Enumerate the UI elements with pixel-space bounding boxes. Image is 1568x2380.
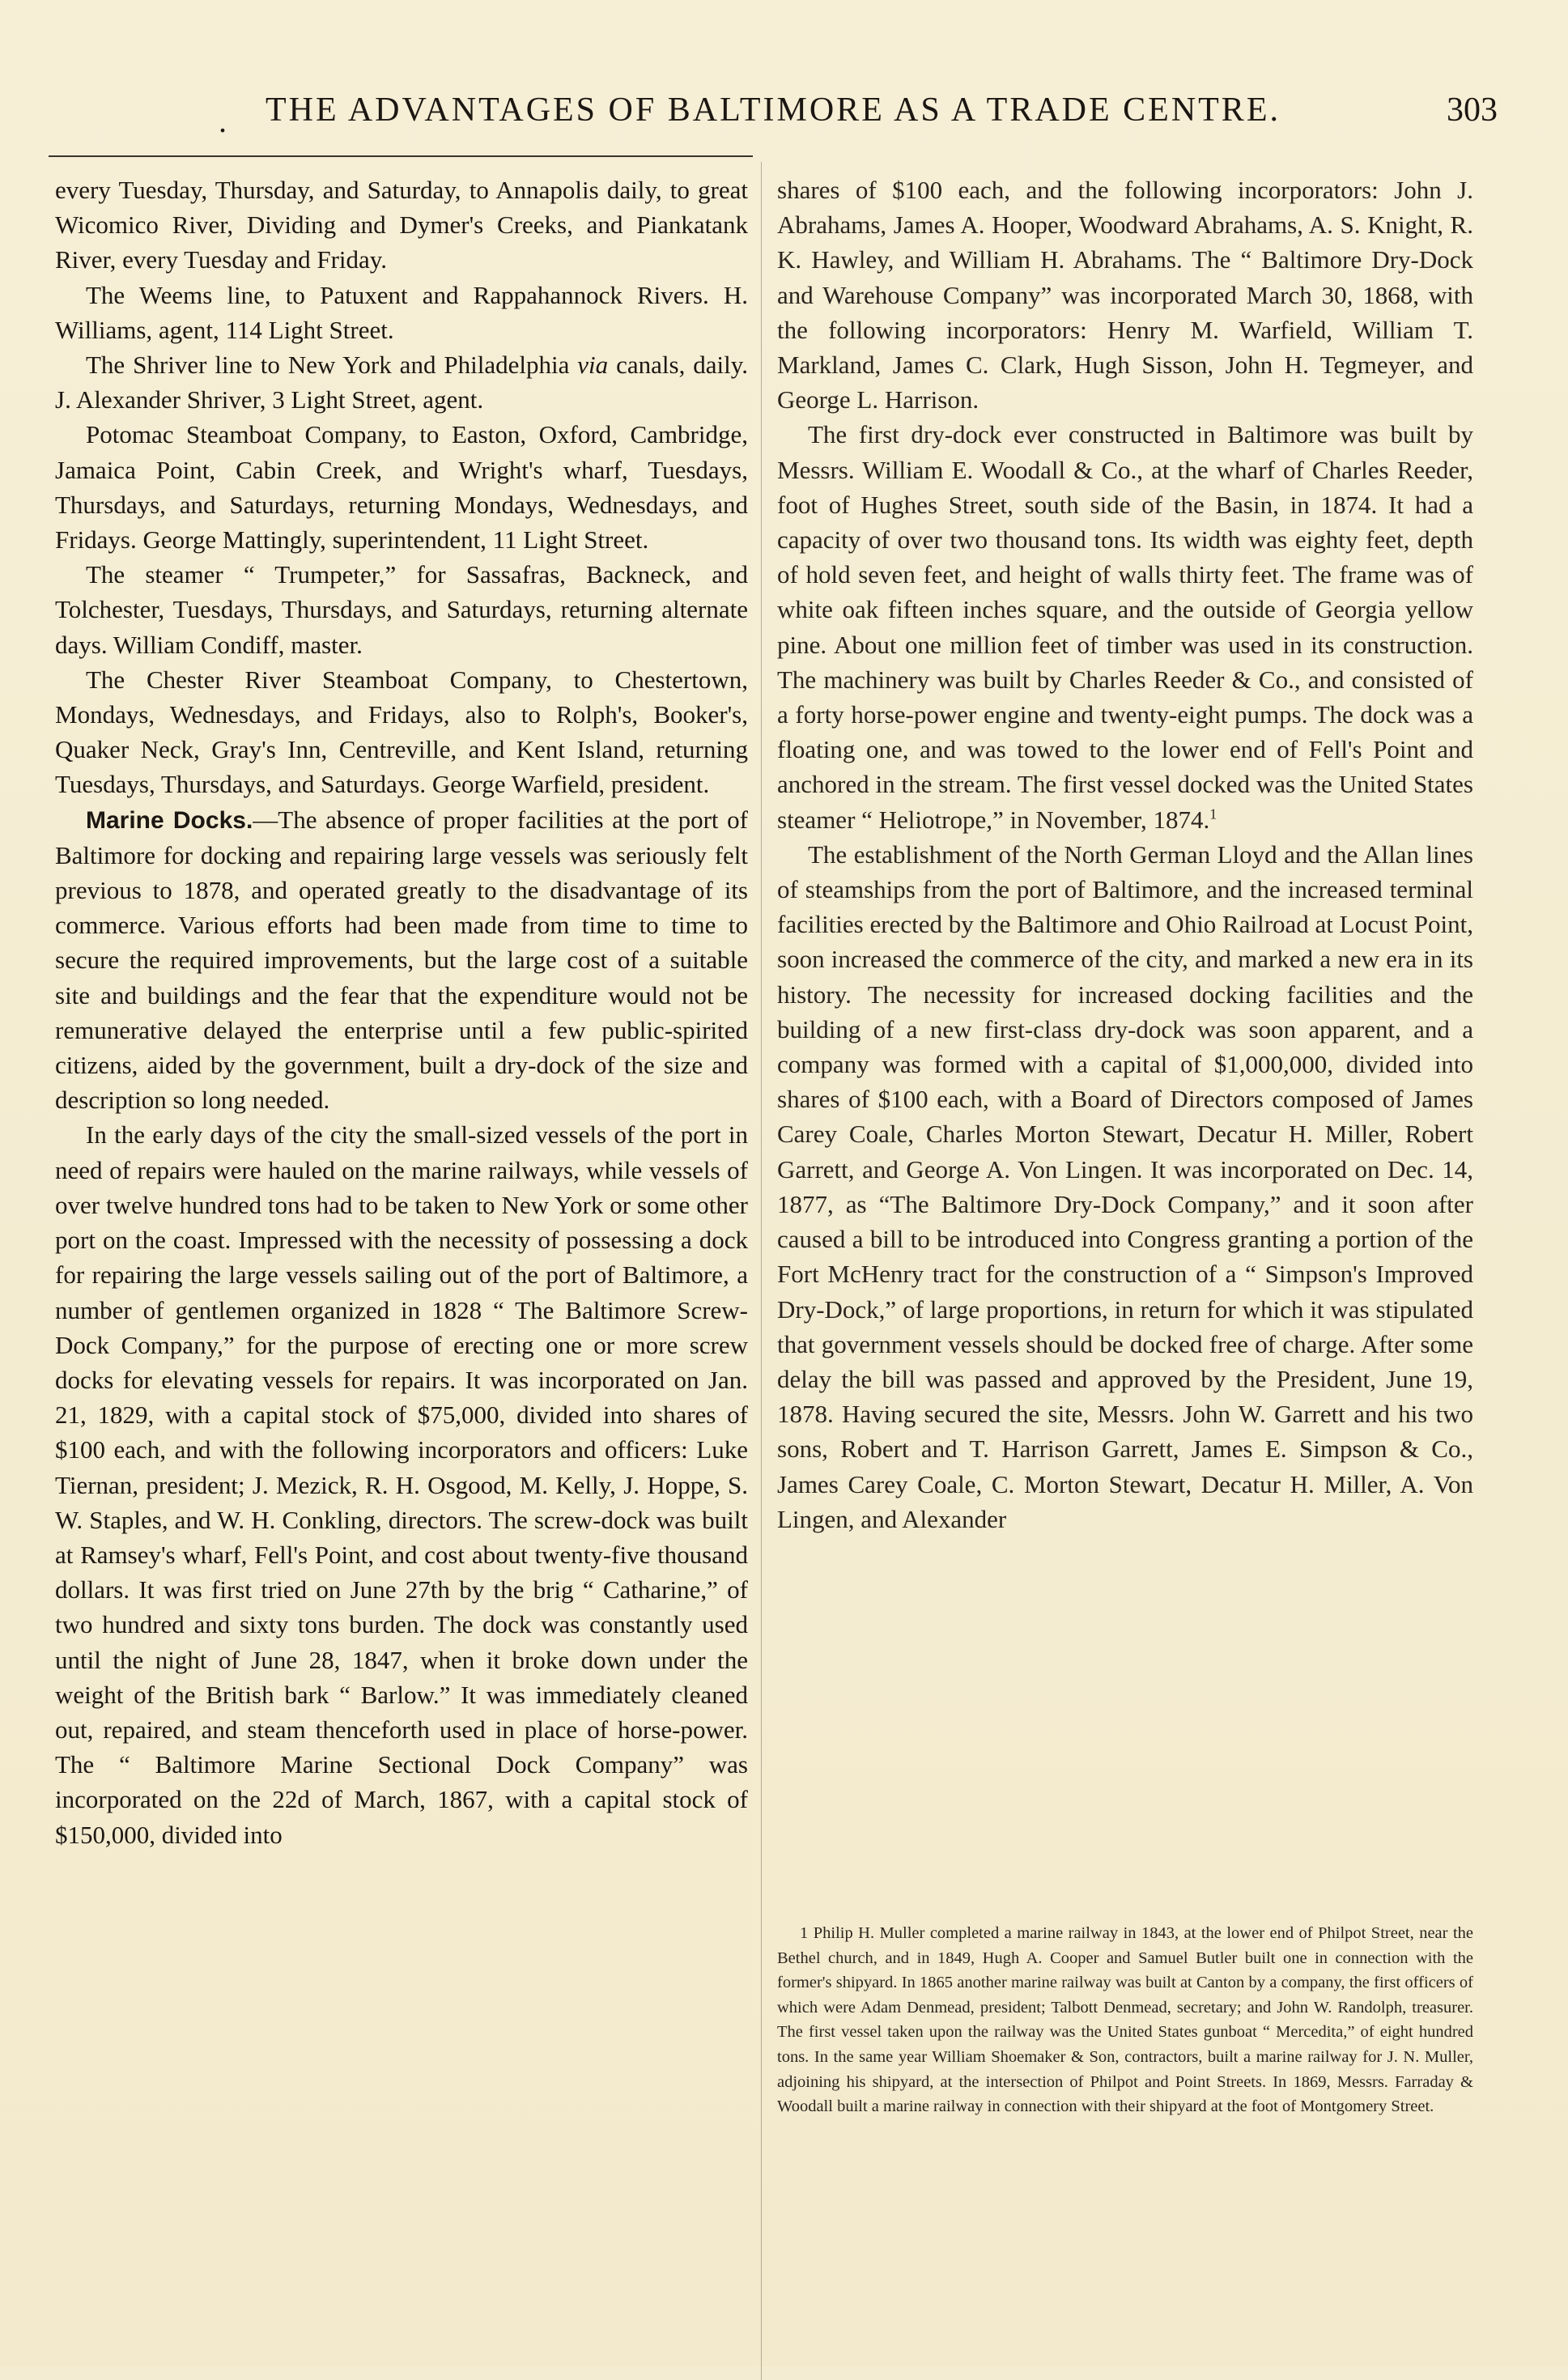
column-divider (761, 162, 762, 2380)
footnote-text: 1 Philip H. Muller completed a marine railway in 1843, at the lower end of Philpot Street, near the Bethel church, and in 1849, Hugh A. Cooper and Samuel Butler built one in connection with the former's shipyard. In 1865 another marine railway was built at Canton by a company, the first officers of which were Adam Denmead, president; Talbott Denmead, secretary; and John W. Randolph, treasurer. The first vessel taken upon the railway was the United States gunboat “ Mercedita,” of eight hundred tons. In the same year William Shoemaker & Son, contractors, built a marine railway for J. N. Muller, adjoining his shipyard, at the intersection of Philpot and Point Streets. In 1869, Messrs. Farraday & Woodall built a marine railway in connection with their shipyard at the foot of Montgomery Street. (777, 1924, 1473, 2116)
header-rule (49, 155, 753, 157)
text-run: The first dry-dock ever constructed in Baltimore was built by Messrs. William E. Woodall & Co., at the wharf of Charles Reeder, foot of Hughes Street, south side of the Basin, in 1874. It had a capacity of over two thousand tons. Its width was eighty feet, depth of hold seven feet, and height of walls thirty feet. The frame was of white oak fifteen inches square, and the outside of Georgia yellow pine. About one million feet of timber was used in its construction. The machinery was built by Charles Reeder & Co., and consisted of a forty horse-power engine and twenty-eight pumps. The dock was a floating one, and was towed to the lower end of Fell's Point and anchored in the stream. The first vessel docked was the United States steamer “ Heliotrope,” in November, 1874. (777, 420, 1473, 834)
paragraph: The establishment of the North German Lloyd and the Allan lines of steamships from the port of Baltimore, and the increased terminal facilities erected by the Baltimore and Ohio Railroad at Locust Point, soon increased the commerce of the city, and marked a new era in its history. The necessity for increased docking facilities and the building of a new first-class dry-dock was soon apparent, and a company was formed with a capital of $1,000,000, divided into shares of $100 each, with a Board of Directors composed of James Carey Coale, Charles Morton Stewart, Decatur H. Miller, Robert Garrett, and George A. Von Lingen. It was incorporated on Dec. 14, 1877, as “The Baltimore Dry-Dock Company,” and it soon after caused a bill to be introduced into Congress granting a portion of the Fort McHenry tract for the construction of a “ Simpson's Improved Dry-Dock,” of large proportions, in return for which it was stipulated that government vessels should be docked free of charge. After some delay the bill was passed and approved by the President, June 19, 1878. Having secured the site, Messrs. John W. Garrett and his two sons, Robert and T. Harrison Garrett, James E. Simpson & Co., James Carey Coale, C. Morton Stewart, Decatur H. Miller, A. Von Lingen, and Alexander (777, 839, 1474, 1533)
text-run: canals, daily. J. Alexander Shriver, 3 Light Street, agent. (55, 351, 748, 414)
paragraph: shares of $100 each, and the following incorporators: John J. Abrahams, James A. Hooper, Woodward Abrahams, A. S. Knight, R. K. Hawley, and William H. Abrahams. The “ Baltimore Dry-Dock and Warehouse Company” was incorporated March 30, 1868, with the following incorporators: Henry M. Warfield, William T. Markland, James C. Clark, Hugh Sisson, John H. Tegmeyer, and George L. Harrison. (777, 176, 1473, 414)
text-run: The Shriver line to New York and Philadelphia (86, 351, 578, 380)
paragraph (55, 347, 748, 417)
paragraph: The steamer “ Trumpeter,” for Sassafras, Backneck, and Tolchester, Tuesdays, Thursdays, and Saturdays, returning alternate days. William Condiff, master. (55, 560, 748, 659)
header-dot: . (219, 103, 227, 139)
section-heading: Marine Docks. (86, 806, 253, 834)
footnote-marker: 1 (1209, 805, 1217, 822)
left-column (55, 172, 748, 1852)
paragraph: In the early days of the city the small-sized vessels of the port in need of repairs were hauled on the marine railways, while vessels of over twelve hundred tons had to be taken to New York or some other port on the coast. Impressed with the necessity of possessing a dock for repairing the large vessels sailing out of the port of Baltimore, a number of gentlemen organized in 1828 “ The Baltimore Screw-Dock Company,” for the purpose of erecting one or more screw docks for elevating vessels for repairs. It was incorporated on Jan. 21, 1829, with a capital stock of $75,000, divided into shares of $100 each, and with the following incorporators and officers: Luke Tiernan, president; J. Mezick, R. H. Osgood, M. Kelly, J. Hoppe, S. W. Staples, and W. H. Conkling, directors. The screw-dock was built at Ramsey's wharf, Fell's Point, and cost about twenty-five thousand dollars. It was first tried on June 27th by the brig “ Catharine,” of two hundred and sixty tons burden. The dock was constantly used until the night of June 28, 1847, when it broke down under the weight of the British bark “ Barlow.” It was immediately cleaned out, repaired, and steam thenceforth used in place of horse-power. The “ Baltimore Marine Sectional Dock Company” was incorporated on the 22d of March, 1867, with a capital stock of $150,000, divided into (55, 1120, 748, 1849)
paragraph (777, 417, 1473, 836)
paragraph: The Weems line, to Patuxent and Rappahannock Rivers. H. Williams, agent, 114 Light Street. (55, 280, 748, 344)
page-header (49, 87, 1498, 139)
footnote (777, 1921, 1473, 2119)
right-column (777, 172, 1473, 1536)
paragraph: every Tuesday, Thursday, and Saturday, to Annapolis daily, to great Wicomico River, Dividing and Dymer's Creeks, and Piankatank River, every Tuesday and Friday. (55, 176, 748, 274)
text-run: —The absence of proper facilities at the port of Baltimore for docking and repairing large vessels was seriously felt previous to 1878, and operated greatly to the disadvantage of its commerce. Various efforts had been made from time to time to secure the required improvements, but the large cost of a suitable site and buildings and the fear that the expenditure would not be remunerative delayed the enterprise until a few public-spirited citizens, aided by the government, built a dry-dock of the size and description so long needed. (55, 805, 748, 1115)
running-title: THE ADVANTAGES OF BALTIMORE AS A TRADE CENTRE. (266, 91, 1281, 129)
paragraph: The Chester River Steamboat Company, to Chestertown, Mondays, Wednesdays, and Fridays, also to Rolph's, Booker's, Quaker Neck, Gray's Inn, Centreville, and Kent Island, returning Tuesdays, Thursdays, and Saturdays. George Warfield, president. (55, 665, 748, 799)
paragraph: Potomac Steamboat Company, to Easton, Oxford, Cambridge, Jamaica Point, Cabin Creek, and Wright's wharf, Tuesdays, Thursdays, and Saturdays, returning Mondays, Wednesdays, and Fridays. George Mattingly, superintendent, 11 Light Street. (55, 420, 748, 555)
paragraph (55, 802, 748, 1118)
italic-word: via (577, 351, 609, 380)
page-number: 303 (1447, 91, 1498, 129)
